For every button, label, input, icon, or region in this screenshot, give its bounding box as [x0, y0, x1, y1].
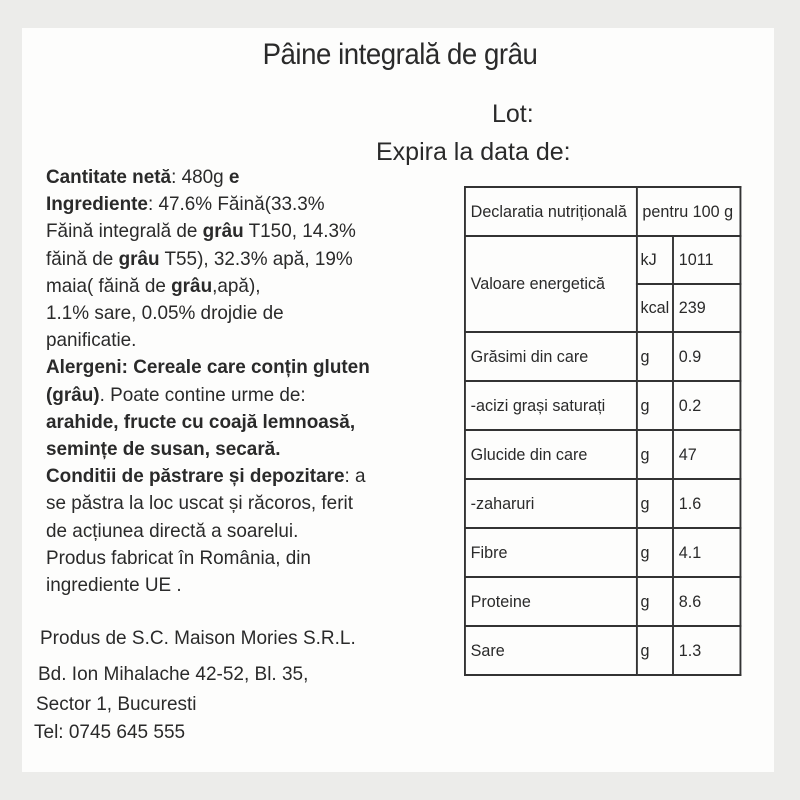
nutrient-value: 1.6	[673, 479, 740, 528]
nutrient-label: Sare	[465, 626, 637, 675]
nutrient-unit: kcal	[637, 284, 673, 332]
allergens-line: semințe de susan, secară.	[46, 438, 281, 461]
nutrient-unit: g	[637, 430, 673, 479]
nutrient-label: Glucide din care	[465, 430, 637, 479]
table-row	[465, 577, 740, 626]
lot-label: Lot:	[492, 100, 534, 128]
nutrient-label: Grăsimi din care	[465, 332, 637, 381]
nutrient-unit: g	[637, 528, 673, 577]
nutrient-value: 0.2	[673, 381, 740, 430]
table-row	[465, 479, 740, 528]
table-row	[465, 430, 740, 479]
table-row	[465, 332, 740, 381]
product-info	[46, 164, 434, 599]
allergens-line: Alergeni: Cereale care conțin gluten	[46, 356, 370, 379]
ingredients-line: panificatie.	[46, 329, 137, 352]
nutrient-unit: g	[637, 626, 673, 675]
storage-line: se păstra la loc uscat și răcoros, ferit	[46, 492, 353, 515]
table-row	[465, 626, 740, 675]
ingredients-line: făină de grâu T55), 32.3% apă, 19%	[46, 247, 353, 270]
table-row	[465, 528, 740, 577]
origin-line: ingrediente UE .	[46, 574, 182, 597]
nutrient-label: -zaharuri	[465, 479, 637, 528]
nutrient-value: 1.3	[673, 626, 740, 675]
nutrient-value: 1011	[673, 236, 740, 284]
table-row	[465, 381, 740, 430]
nutrition-table	[464, 186, 741, 676]
nutrient-unit: g	[637, 332, 673, 381]
origin-line: Produs fabricat în România, din	[46, 546, 311, 569]
ingredients-line: Ingrediente: 47.6% Făină(33.3%	[46, 193, 325, 216]
nutrient-label: -acizi grași saturați	[465, 381, 637, 430]
nutrient-unit: g	[637, 479, 673, 528]
nutrient-label: Valoare energetică	[465, 236, 637, 332]
nutrient-label: Fibre	[465, 528, 637, 577]
nutrient-label: Proteine	[465, 577, 637, 626]
address-line: Sector 1, Bucuresti	[36, 694, 197, 715]
nutrient-unit: g	[637, 577, 673, 626]
header-cell: pentru 100 g	[637, 187, 741, 236]
table-row	[465, 236, 740, 284]
estimated-sign: e	[228, 166, 240, 188]
ingredients-line: Făină integrală de grâu T150, 14.3%	[46, 220, 356, 243]
ingredients-line: 1.1% sare, 0.05% drojdie de	[46, 302, 284, 325]
nutrient-value: 8.6	[673, 577, 740, 626]
allergens-line: (grâu). Poate contine urme de:	[46, 383, 306, 406]
storage-line: Conditii de păstrare și depozitare: a	[46, 465, 366, 488]
nutrient-unit: g	[637, 381, 673, 430]
producer-line: Produs de S.C. Maison Mories S.R.L.	[40, 628, 356, 649]
allergens-line: arahide, fructe cu coajă lemnoasă,	[46, 410, 356, 433]
nutrient-value: 239	[673, 284, 740, 332]
expiry-label: Expira la data de:	[376, 138, 571, 166]
table-header-row	[465, 187, 740, 236]
nutrient-value: 0.9	[673, 332, 740, 381]
nutrient-unit: kJ	[637, 236, 673, 284]
net-quantity: Cantitate netă: 480g e	[46, 166, 240, 188]
header-cell: Declaratia nutrițională	[465, 187, 637, 236]
phone-line: Tel: 0745 645 555	[34, 722, 186, 743]
nutrient-value: 47	[673, 430, 740, 479]
ingredients-line: maia( făină de grâu,apă),	[46, 274, 261, 297]
nutrient-value: 4.1	[673, 528, 740, 577]
address-line: Bd. Ion Mihalache 42-52, Bl. 35,	[38, 664, 309, 685]
storage-line: de acțiunea directă a soarelui.	[46, 519, 299, 542]
product-title: Pâine integrală de grâu	[262, 38, 538, 71]
